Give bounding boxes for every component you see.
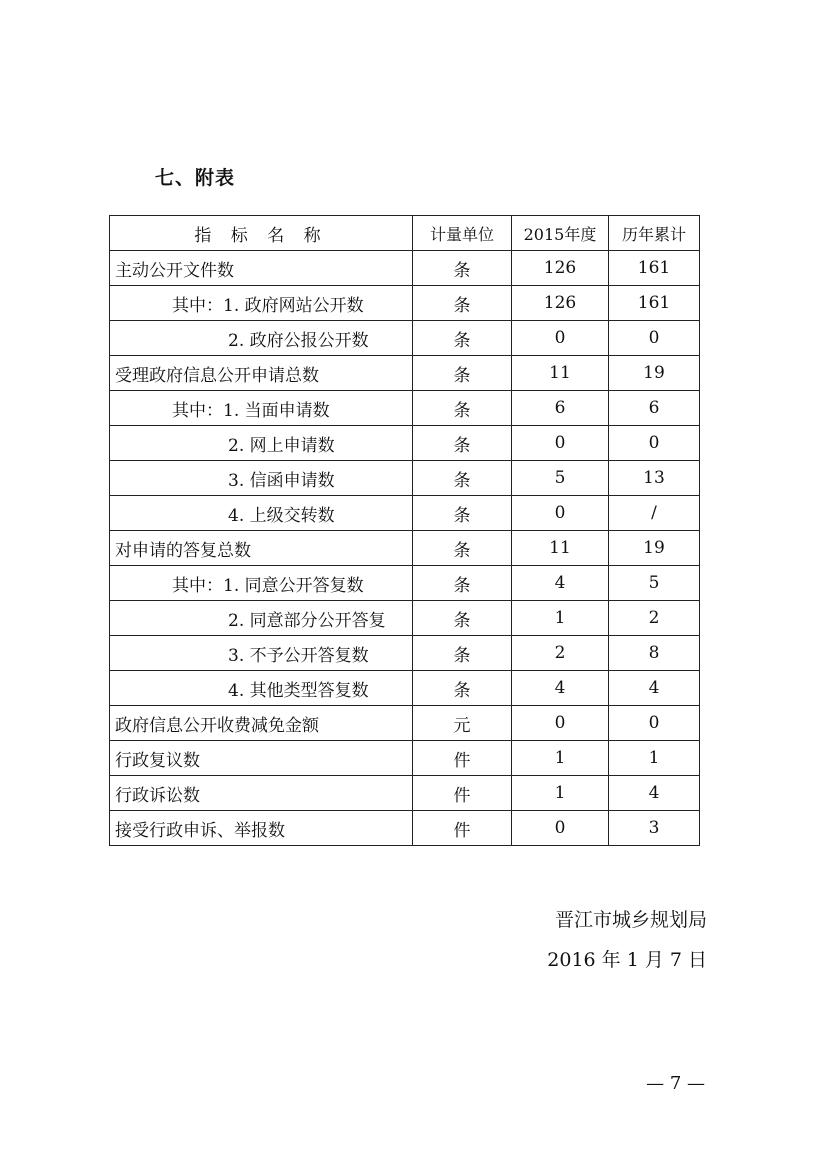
row-name-cell: 行政诉讼数 — [110, 776, 413, 811]
section-title: 七、附表 — [155, 167, 236, 189]
row-name-cell: 行政复议数 — [110, 741, 413, 776]
table-row — [110, 636, 700, 671]
row-name-cell: 2. 网上申请数 — [110, 426, 413, 461]
row-year-value-cell: 1 — [512, 601, 609, 636]
row-year-value-cell: 2 — [512, 636, 609, 671]
table-row — [110, 601, 700, 636]
table-row — [110, 321, 700, 356]
signature-date: 2016 年 1 月 7 日 — [547, 949, 707, 971]
row-total-value-cell: 6 — [609, 391, 700, 426]
row-name-cell: 4. 其他类型答复数 — [110, 671, 413, 706]
row-total-value-cell: 13 — [609, 461, 700, 496]
row-total-value-cell: 0 — [609, 426, 700, 461]
header-unit: 计量单位 — [413, 216, 512, 251]
row-total-value-cell: 4 — [609, 671, 700, 706]
header-year-2015: 2015年度 — [512, 216, 609, 251]
row-unit-cell: 条 — [413, 601, 512, 636]
header-cumulative: 历年累计 — [609, 216, 700, 251]
row-unit-cell: 条 — [413, 391, 512, 426]
signature-org: 晋江市城乡规划局 — [554, 909, 707, 931]
row-total-value-cell: 161 — [609, 251, 700, 286]
row-name-cell: 受理政府信息公开申请总数 — [110, 356, 413, 391]
table-row — [110, 251, 700, 286]
row-name-cell: 对申请的答复总数 — [110, 531, 413, 566]
row-unit-cell: 条 — [413, 251, 512, 286]
row-unit-cell: 件 — [413, 811, 512, 846]
row-name-cell: 其中：1. 当面申请数 — [110, 391, 413, 426]
row-name-cell: 2. 同意部分公开答复 — [110, 601, 413, 636]
row-unit-cell: 条 — [413, 566, 512, 601]
row-name-cell: 2. 政府公报公开数 — [110, 321, 413, 356]
row-name-cell: 其中：1. 政府网站公开数 — [110, 286, 413, 321]
row-unit-cell: 条 — [413, 286, 512, 321]
row-unit-cell: 条 — [413, 496, 512, 531]
row-total-value-cell: 1 — [609, 741, 700, 776]
table-row — [110, 496, 700, 531]
row-year-value-cell: 6 — [512, 391, 609, 426]
row-year-value-cell: 0 — [512, 321, 609, 356]
row-year-value-cell: 4 — [512, 671, 609, 706]
row-total-value-cell: 161 — [609, 286, 700, 321]
row-year-value-cell: 4 — [512, 566, 609, 601]
row-total-value-cell: 3 — [609, 811, 700, 846]
page-number: — 7 — — [646, 1073, 705, 1094]
table-row — [110, 531, 700, 566]
header-indicator-name: 指 标 名 称 — [110, 216, 413, 251]
row-unit-cell: 件 — [413, 741, 512, 776]
table-row — [110, 776, 700, 811]
table-row — [110, 286, 700, 321]
table-row — [110, 741, 700, 776]
signature-block — [547, 900, 707, 980]
table-header-row — [110, 216, 700, 251]
row-total-value-cell: 0 — [609, 321, 700, 356]
row-unit-cell: 条 — [413, 461, 512, 496]
table-row — [110, 356, 700, 391]
row-year-value-cell: 0 — [512, 426, 609, 461]
row-total-value-cell: 4 — [609, 776, 700, 811]
table-row — [110, 811, 700, 846]
row-year-value-cell: 0 — [512, 706, 609, 741]
row-total-value-cell: / — [609, 496, 700, 531]
row-year-value-cell: 126 — [512, 286, 609, 321]
row-total-value-cell: 8 — [609, 636, 700, 671]
row-year-value-cell: 0 — [512, 811, 609, 846]
row-total-value-cell: 0 — [609, 706, 700, 741]
row-name-cell: 接受行政申诉、举报数 — [110, 811, 413, 846]
row-year-value-cell: 126 — [512, 251, 609, 286]
row-total-value-cell: 2 — [609, 601, 700, 636]
table-row — [110, 391, 700, 426]
row-unit-cell: 条 — [413, 636, 512, 671]
row-year-value-cell: 5 — [512, 461, 609, 496]
row-year-value-cell: 0 — [512, 496, 609, 531]
table-row — [110, 461, 700, 496]
row-name-cell: 3. 信函申请数 — [110, 461, 413, 496]
row-year-value-cell: 11 — [512, 356, 609, 391]
row-name-cell: 3. 不予公开答复数 — [110, 636, 413, 671]
row-year-value-cell: 1 — [512, 741, 609, 776]
row-name-cell: 其中：1. 同意公开答复数 — [110, 566, 413, 601]
row-unit-cell: 条 — [413, 356, 512, 391]
table-row — [110, 566, 700, 601]
row-total-value-cell: 19 — [609, 356, 700, 391]
row-unit-cell: 条 — [413, 531, 512, 566]
row-unit-cell: 元 — [413, 706, 512, 741]
row-name-cell: 主动公开文件数 — [110, 251, 413, 286]
row-unit-cell: 条 — [413, 321, 512, 356]
row-year-value-cell: 1 — [512, 776, 609, 811]
statistics-table — [109, 215, 700, 846]
table-row — [110, 426, 700, 461]
row-unit-cell: 件 — [413, 776, 512, 811]
table-row — [110, 706, 700, 741]
row-total-value-cell: 19 — [609, 531, 700, 566]
row-unit-cell: 条 — [413, 671, 512, 706]
row-name-cell: 政府信息公开收费减免金额 — [110, 706, 413, 741]
row-year-value-cell: 11 — [512, 531, 609, 566]
table-row — [110, 671, 700, 706]
row-unit-cell: 条 — [413, 426, 512, 461]
row-name-cell: 4. 上级交转数 — [110, 496, 413, 531]
row-total-value-cell: 5 — [609, 566, 700, 601]
